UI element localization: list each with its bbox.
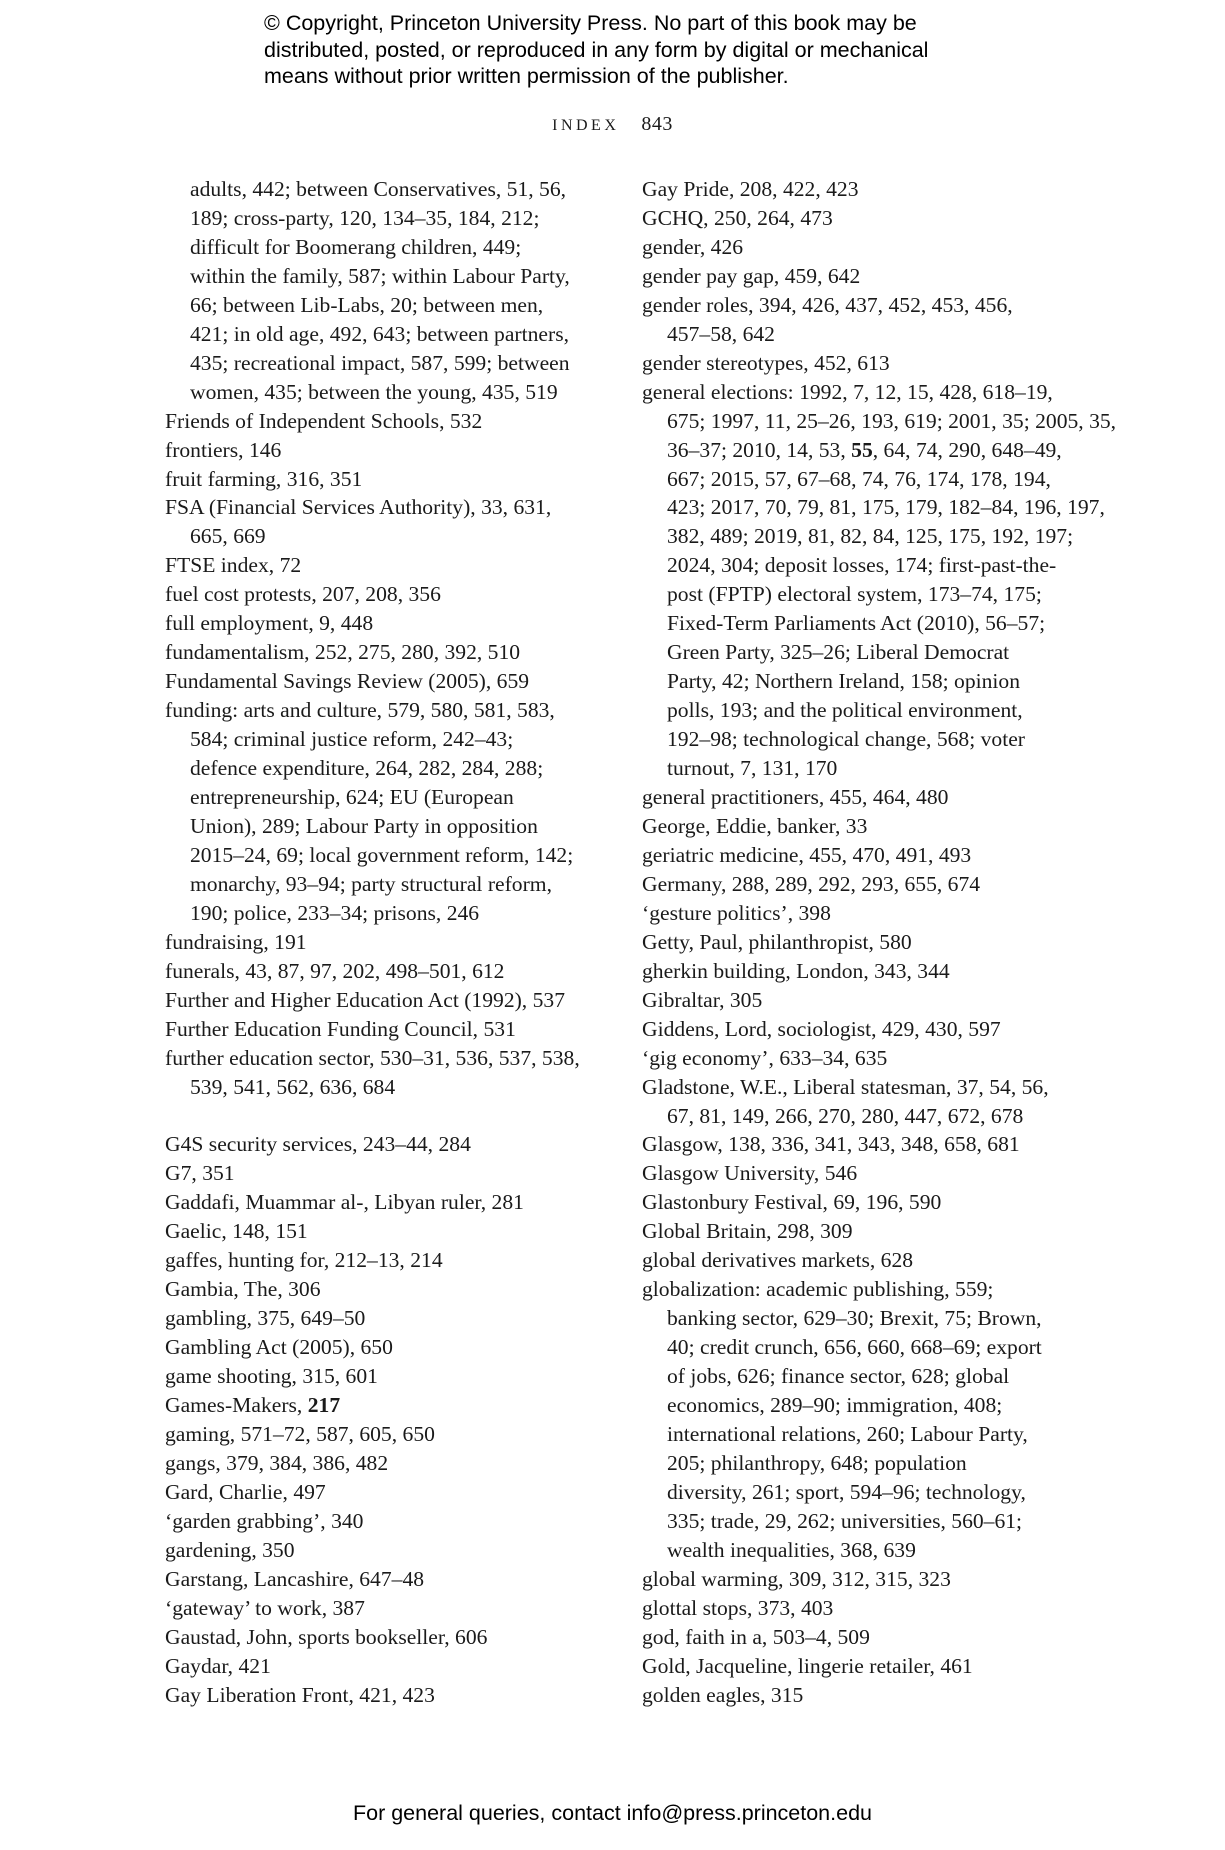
index-entry bbox=[165, 1507, 597, 1536]
entry-line: Gaelic, 148, 151 bbox=[165, 1219, 308, 1244]
entry-line: golden eagles, 315 bbox=[642, 1682, 804, 1707]
index-entry bbox=[642, 841, 1082, 870]
entry-line: adults, 442; between Conservatives, 51, 56, bbox=[190, 177, 567, 201]
entry-line: Gambling Act (2005), 650 bbox=[165, 1335, 393, 1360]
entry-line: game shooting, 315, 601 bbox=[165, 1364, 378, 1389]
entry-line: international relations, 260; Labour Party, bbox=[667, 1421, 1028, 1446]
entry-line: Gay Liberation Front, 421, 423 bbox=[165, 1682, 435, 1707]
index-entry bbox=[165, 667, 597, 696]
entry-line: gender stereotypes, 452, 613 bbox=[642, 350, 890, 375]
entry-line: gangs, 379, 384, 386, 482 bbox=[165, 1450, 389, 1475]
entry-line: funding: arts and culture, 579, 580, 581, 583, bbox=[165, 698, 555, 723]
index-entry bbox=[642, 1130, 1082, 1159]
entry-line: 67, 81, 149, 266, 270, 280, 447, 672, 678 bbox=[667, 1103, 1024, 1128]
entry-line: Glasgow University, 546 bbox=[642, 1161, 858, 1186]
entry-line: Gambia, The, 306 bbox=[165, 1277, 321, 1302]
index-entry bbox=[642, 812, 1082, 841]
copyright-line: means without prior written permission of the publisher. bbox=[264, 64, 789, 88]
page-number: 843 bbox=[641, 113, 673, 135]
index-entry bbox=[165, 1130, 597, 1159]
entry-line: Gladstone, W.E., Liberal statesman, 37, 54, 56, bbox=[642, 1074, 1049, 1099]
index-entry bbox=[642, 1246, 1082, 1275]
index-entry bbox=[642, 928, 1082, 957]
entry-line: 539, 541, 562, 636, 684 bbox=[190, 1074, 396, 1099]
index-entry bbox=[642, 1015, 1082, 1044]
entry-line: geriatric medicine, 455, 470, 491, 493 bbox=[642, 842, 972, 867]
entry-line: Getty, Paul, philanthropist, 580 bbox=[642, 929, 912, 954]
entry-line: 457–58, 642 bbox=[667, 321, 775, 346]
entry-line: GCHQ, 250, 264, 473 bbox=[642, 205, 833, 230]
entry-text: 36–37; 2010, 14, 53, bbox=[667, 437, 852, 462]
entry-line: general elections: 1992, 7, 12, 15, 428, 618–19, bbox=[642, 379, 1053, 404]
entry-line: 205; philanthropy, 648; population bbox=[667, 1450, 967, 1475]
bold-page-ref: 217 bbox=[307, 1393, 341, 1418]
entry-line: 40; credit crunch, 656, 660, 668–69; export bbox=[667, 1335, 1042, 1360]
index-entry bbox=[165, 1681, 597, 1710]
entry-line: fundraising, 191 bbox=[165, 929, 307, 954]
index-entry bbox=[165, 1275, 597, 1304]
entry-line: of jobs, 626; finance sector, 628; global bbox=[667, 1364, 1010, 1389]
index-entry bbox=[642, 899, 1082, 928]
entry-line: Further Education Funding Council, 531 bbox=[165, 1016, 516, 1041]
entry-line: FSA (Financial Services Authority), 33, 631, bbox=[165, 495, 552, 520]
entry-line: gaming, 571–72, 587, 605, 650 bbox=[165, 1421, 435, 1446]
index-entry bbox=[642, 1044, 1082, 1073]
entry-line: 667; 2015, 57, 67–68, 74, 76, 174, 178, 194, bbox=[667, 466, 1051, 491]
index-entry bbox=[165, 1333, 597, 1362]
entry-line: diversity, 261; sport, 594–96; technology, bbox=[667, 1479, 1026, 1504]
entry-line: god, faith in a, 503–4, 509 bbox=[642, 1624, 870, 1649]
index-column-left bbox=[165, 175, 597, 1710]
index-entry bbox=[165, 1623, 597, 1652]
entry-line: gender pay gap, 459, 642 bbox=[642, 263, 861, 288]
index-entry bbox=[642, 1594, 1082, 1623]
entry-line bbox=[667, 436, 1082, 465]
section-label: INDEX bbox=[552, 117, 620, 134]
entry-line: 435; recreational impact, 587, 599; between bbox=[190, 350, 570, 375]
entry-line: general practitioners, 455, 464, 480 bbox=[642, 785, 949, 810]
entry-line bbox=[165, 1391, 597, 1420]
entry-line: ‘gateway’ to work, 387 bbox=[165, 1595, 365, 1620]
index-entry bbox=[165, 1420, 597, 1449]
index-entry-general-elections bbox=[642, 378, 1117, 783]
entry-line: Glastonbury Festival, 69, 196, 590 bbox=[642, 1190, 942, 1215]
entry-line: global derivatives markets, 628 bbox=[642, 1248, 914, 1273]
index-entry bbox=[642, 1681, 1082, 1710]
entry-text: Games-Makers, bbox=[165, 1393, 308, 1418]
index-entry bbox=[165, 957, 597, 986]
index-entry bbox=[165, 1159, 597, 1188]
entry-line: 382, 489; 2019, 81, 82, 84, 125, 175, 192, 197; bbox=[667, 524, 1074, 549]
index-entries-general-golden bbox=[642, 783, 1082, 1710]
index-entry bbox=[165, 407, 597, 436]
entry-line: post (FPTP) electoral system, 173–74, 175; bbox=[667, 582, 1042, 607]
entry-line: Gaustad, John, sports bookseller, 606 bbox=[165, 1624, 488, 1649]
entry-line: 2015–24, 69; local government reform, 142; bbox=[190, 842, 574, 867]
entry-line: Green Party, 325–26; Liberal Democrat bbox=[667, 640, 1010, 665]
index-entry bbox=[165, 1652, 597, 1681]
entry-line: 335; trade, 29, 262; universities, 560–61; bbox=[667, 1508, 1023, 1533]
entry-line: entrepreneurship, 624; EU (European bbox=[190, 785, 514, 810]
entry-line: global warming, 309, 312, 315, 323 bbox=[642, 1566, 951, 1591]
entry-line: gaffes, hunting for, 212–13, 214 bbox=[165, 1248, 443, 1273]
index-entry bbox=[642, 291, 1082, 349]
index-entry bbox=[642, 1073, 1082, 1131]
entry-line: fuel cost protests, 207, 208, 356 bbox=[165, 582, 441, 607]
index-entry bbox=[165, 1246, 597, 1275]
index-entry bbox=[165, 1449, 597, 1478]
index-column-right bbox=[642, 175, 1117, 1710]
entry-line: Giddens, Lord, sociologist, 429, 430, 597 bbox=[642, 1016, 1001, 1041]
entry-line: G4S security services, 243–44, 284 bbox=[165, 1132, 471, 1157]
entry-line: full employment, 9, 448 bbox=[165, 611, 374, 636]
entry-line: Friends of Independent Schools, 532 bbox=[165, 408, 483, 433]
index-entries-g bbox=[165, 1130, 597, 1391]
index-entry bbox=[165, 465, 597, 494]
index-entry bbox=[165, 1044, 597, 1102]
entry-line: Gibraltar, 305 bbox=[642, 987, 763, 1012]
entry-line: 675; 1997, 11, 25–26, 193, 619; 2001, 35; 2005, 35, bbox=[667, 408, 1117, 433]
bold-page-ref: 55 bbox=[851, 437, 873, 462]
index-entry bbox=[642, 783, 1082, 812]
index-entry bbox=[642, 233, 1082, 262]
index-entry bbox=[165, 1478, 597, 1507]
index-entry-continuation bbox=[165, 175, 597, 407]
index-entry bbox=[642, 986, 1082, 1015]
entry-line: Gaydar, 421 bbox=[165, 1653, 271, 1678]
entry-line: Gay Pride, 208, 422, 423 bbox=[642, 177, 859, 201]
entry-line: funerals, 43, 87, 97, 202, 498–501, 612 bbox=[165, 958, 505, 983]
index-entry bbox=[642, 1188, 1082, 1217]
index-entry bbox=[642, 175, 1082, 204]
entry-line: ‘gesture politics’, 398 bbox=[642, 900, 831, 925]
index-entry bbox=[165, 1536, 597, 1565]
entry-line: glottal stops, 373, 403 bbox=[642, 1595, 834, 1620]
footer-contact: For general queries, contact info@press.princeton.edu bbox=[352, 1801, 872, 1825]
entry-line: globalization: academic publishing, 559; bbox=[642, 1277, 994, 1302]
entry-line: Germany, 288, 289, 292, 293, 655, 674 bbox=[642, 871, 981, 896]
entry-line: 189; cross-party, 120, 134–35, 184, 212; bbox=[190, 205, 540, 230]
index-entry bbox=[165, 928, 597, 957]
entry-line: monarchy, 93–94; party structural reform, bbox=[190, 871, 552, 896]
entry-line: banking sector, 629–30; Brexit, 75; Brown, bbox=[667, 1306, 1042, 1331]
entry-line: G7, 351 bbox=[165, 1161, 235, 1186]
entry-line: Further and Higher Education Act (1992), 537 bbox=[165, 987, 565, 1012]
index-entry bbox=[642, 204, 1082, 233]
entry-line: fundamentalism, 252, 275, 280, 392, 510 bbox=[165, 640, 521, 665]
entry-line: further education sector, 530–31, 536, 537, 538, bbox=[165, 1045, 580, 1070]
entry-line: gardening, 350 bbox=[165, 1537, 295, 1562]
index-entry bbox=[642, 870, 1082, 899]
index-entry bbox=[165, 1362, 597, 1391]
entry-line: frontiers, 146 bbox=[165, 437, 282, 462]
index-entry bbox=[165, 493, 597, 551]
entry-line: FTSE index, 72 bbox=[165, 553, 302, 578]
entry-line: 421; in old age, 492, 643; between partners, bbox=[190, 321, 569, 346]
index-entry bbox=[165, 436, 597, 465]
entry-line: gender roles, 394, 426, 437, 452, 453, 456, bbox=[642, 292, 1013, 317]
entry-line: 665, 669 bbox=[190, 524, 266, 549]
entry-line: Fixed-Term Parliaments Act (2010), 56–57; bbox=[667, 611, 1046, 636]
index-entry bbox=[165, 1217, 597, 1246]
index-entry bbox=[642, 262, 1082, 291]
entry-text: , 64, 74, 290, 648–49, bbox=[872, 437, 1062, 462]
index-entry bbox=[642, 1159, 1082, 1188]
entry-line: Union), 289; Labour Party in opposition bbox=[190, 813, 538, 838]
entry-line: George, Eddie, banker, 33 bbox=[642, 813, 868, 838]
index-entries-g-continued bbox=[165, 1420, 597, 1710]
entry-line: 190; police, 233–34; prisons, 246 bbox=[190, 900, 480, 925]
entry-line: wealth inequalities, 368, 639 bbox=[667, 1537, 916, 1562]
entry-line: Gard, Charlie, 497 bbox=[165, 1479, 326, 1504]
entry-line: Global Britain, 298, 309 bbox=[642, 1219, 853, 1244]
index-entry bbox=[642, 1217, 1082, 1246]
entry-line: Fundamental Savings Review (2005), 659 bbox=[165, 669, 530, 694]
entry-line: women, 435; between the young, 435, 519 bbox=[190, 379, 558, 404]
entry-line: gambling, 375, 649–50 bbox=[165, 1306, 366, 1331]
index-entry bbox=[165, 1391, 597, 1420]
entry-line: Gold, Jacqueline, lingerie retailer, 461 bbox=[642, 1653, 973, 1678]
entry-line: polls, 193; and the political environment, bbox=[667, 698, 1023, 723]
index-entry bbox=[165, 1565, 597, 1594]
entry-line: within the family, 587; within Labour Party, bbox=[190, 263, 570, 288]
entry-line: 423; 2017, 70, 79, 81, 175, 179, 182–84, 196, 197, bbox=[667, 495, 1105, 520]
letter-gap bbox=[165, 1102, 597, 1131]
entry-line: economics, 289–90; immigration, 408; bbox=[667, 1393, 1003, 1418]
entry-line: defence expenditure, 264, 282, 284, 288; bbox=[190, 756, 544, 781]
entry-line: turnout, 7, 131, 170 bbox=[667, 756, 838, 781]
index-entries-gay-gender bbox=[642, 175, 1082, 378]
index-entry bbox=[165, 551, 597, 580]
index-entry bbox=[165, 1015, 597, 1044]
entry-line: Glasgow, 138, 336, 341, 343, 348, 658, 681 bbox=[642, 1132, 1020, 1157]
index-entry bbox=[642, 1565, 1082, 1594]
index-entry bbox=[165, 1188, 597, 1217]
entry-line: gender, 426 bbox=[642, 234, 744, 259]
entry-line: ‘gig economy’, 633–34, 635 bbox=[642, 1045, 888, 1070]
index-entries-f bbox=[165, 407, 597, 1102]
entry-line: 66; between Lib-Labs, 20; between men, bbox=[190, 292, 544, 317]
index-entry bbox=[165, 1594, 597, 1623]
entry-line: ‘garden grabbing’, 340 bbox=[165, 1508, 364, 1533]
copyright-line: distributed, posted, or reproduced in any form by digital or mechanical bbox=[264, 37, 929, 62]
index-entry bbox=[165, 609, 597, 638]
running-head bbox=[0, 113, 1225, 136]
entry-line: fruit farming, 316, 351 bbox=[165, 466, 363, 491]
index-entry bbox=[165, 1304, 597, 1333]
index-entry bbox=[642, 1275, 1082, 1565]
entry-line: Garstang, Lancashire, 647–48 bbox=[165, 1566, 425, 1591]
index-entry bbox=[165, 580, 597, 609]
index-entry bbox=[642, 957, 1082, 986]
entry-line: Gaddafi, Muammar al-, Libyan ruler, 281 bbox=[165, 1190, 524, 1215]
copyright-line: © Copyright, Princeton University Press. No part of this book may be bbox=[264, 11, 917, 35]
index-entry bbox=[165, 696, 597, 928]
entry-line: 2024, 304; deposit losses, 174; first-past-the- bbox=[667, 553, 1057, 578]
index-entry bbox=[165, 638, 597, 667]
entry-line: 584; criminal justice reform, 242–43; bbox=[190, 727, 514, 752]
entry-line: difficult for Boomerang children, 449; bbox=[190, 234, 522, 259]
index-entry bbox=[165, 986, 597, 1015]
copyright-notice bbox=[264, 10, 1024, 90]
index-entry bbox=[642, 1652, 1082, 1681]
index-entry bbox=[642, 1623, 1082, 1652]
entry-line: Party, 42; Northern Ireland, 158; opinion bbox=[667, 669, 1021, 694]
entry-line: gherkin building, London, 343, 344 bbox=[642, 958, 950, 983]
index-entry bbox=[642, 349, 1082, 378]
entry-line: 192–98; technological change, 568; voter bbox=[667, 727, 1025, 752]
